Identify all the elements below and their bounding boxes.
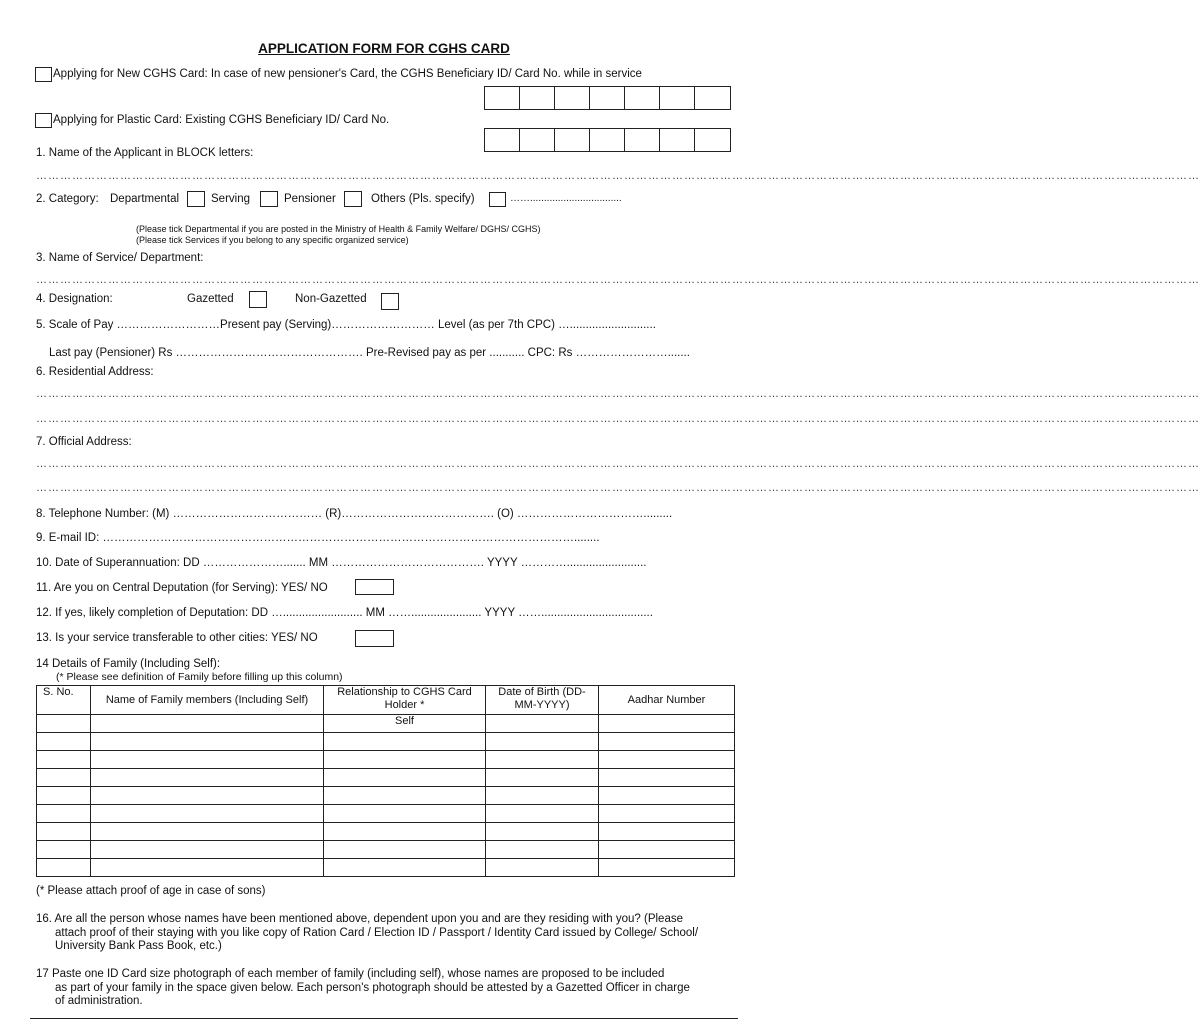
cell-sno[interactable] [37,805,91,823]
q14-note: (* Please see definition of Family before filling up this column) [56,671,343,683]
q12-deputation-completion[interactable]: 12. If yes, likely completion of Deputation: DD …......................... MM ……...................... YYYY ……................................... [36,607,653,619]
cell-sno[interactable] [37,787,91,805]
cell-member-name[interactable] [91,859,324,877]
q7-address-line-1[interactable]: ………………………………………………………………………………………………………………………………………………………………………………………………………………………………………………………………… [36,458,1200,470]
col-header-dob: Date of Birth (DD-MM-YYYY) [486,686,599,715]
cell-aadhar[interactable] [599,751,735,769]
category-departmental-label: Departmental [110,193,180,205]
cell-aadhar[interactable] [599,787,735,805]
family-table-row [37,733,735,751]
category-note-services: (Please tick Services if you belong to any specific organized service) [136,235,409,245]
family-table-header-row [37,686,735,715]
cell-dob[interactable] [486,841,599,859]
q17-line-3: of administration. [55,995,143,1007]
q8-telephone[interactable]: 8. Telephone Number: (M) ………………………………… (R)…………………………………. (O) ……………………………......... [36,508,673,520]
cell-relationship[interactable] [324,787,486,805]
q10-superannuation-date[interactable]: 10. Date of Superannuation: DD …………………....... MM …………………………………. YYYY …………......................... [36,557,647,569]
q4-label: 4. Designation: [36,293,113,305]
cell-sno[interactable] [37,715,91,733]
q17-paragraph [36,968,736,1009]
q7-address-line-2[interactable]: ………………………………………………………………………………………………………………………………………………………………………………………………………………………………………………………………… [36,482,1200,494]
cell-member-name[interactable] [91,715,324,733]
designation-gazetted-checkbox[interactable] [249,291,267,308]
q6-address-line-1[interactable]: ………………………………………………………………………………………………………………………………………………………………………………………………………………………………………………………………… [36,388,1200,400]
new-card-label: Applying for New CGHS Card: In case of new pensioner's Card, the CGHS Beneficiary ID/ Card No. while in service [53,68,642,80]
family-table-row [37,715,735,733]
cell-aadhar[interactable] [599,859,735,877]
cell-aadhar[interactable] [599,841,735,859]
cell-aadhar[interactable] [599,715,735,733]
q2-label: 2. Category: [36,193,99,205]
cell-sno[interactable] [37,769,91,787]
category-serving-checkbox[interactable] [260,191,278,207]
cell-relationship[interactable] [324,805,486,823]
q14-label: 14 Details of Family (Including Self): [36,658,221,670]
cell-aadhar[interactable] [599,823,735,841]
category-serving-label: Serving [211,193,250,205]
q1-label: 1. Name of the Applicant in BLOCK letters: [36,147,254,159]
q16-line-3: University Bank Pass Book, etc.) [55,940,222,952]
q13-transferable-label: 13. Is your service transferable to other cities: YES/ NO [36,632,318,644]
cell-member-name[interactable] [91,823,324,841]
col-header-aadhar: Aadhar Number [599,686,735,715]
category-others-label: Others (Pls. specify) [371,193,475,205]
form-title: APPLICATION FORM FOR CGHS CARD [258,41,510,56]
col-header-relationship: Relationship to CGHS Card Holder * [324,686,486,715]
cell-aadhar[interactable] [599,733,735,751]
q11-deputation-label: 11. Are you on Central Deputation (for Serving): YES/ NO [36,582,328,594]
photo-area-top-border [30,1018,738,1019]
q16-line-2: attach proof of their staying with you like copy of Ration Card / Election ID / Passport / Identity Card issued by College/ School/ [55,926,699,939]
q5-scale-of-pay[interactable]: 5. Scale of Pay ………………………Present pay (Serving)……………………… Level (as per 7th CPC) …........................... [36,319,656,331]
family-table-row [37,751,735,769]
cell-dob[interactable] [486,859,599,877]
q16-line-1: 16. Are all the person whose names have been mentioned above, dependent upon you and are they residing with you? (Please [36,913,683,925]
cell-dob[interactable] [486,715,599,733]
family-table-row [37,787,735,805]
designation-gazetted-label: Gazetted [187,293,234,305]
q1-name-line[interactable]: ………………………………………………………………………………………………………………………………………………………………………………………………………………………………………………………………… [36,170,1200,182]
cell-aadhar[interactable] [599,805,735,823]
cell-member-name[interactable] [91,841,324,859]
cell-sno[interactable] [37,733,91,751]
family-table-row [37,859,735,877]
q7-label: 7. Official Address: [36,436,132,448]
cell-dob[interactable] [486,787,599,805]
proof-of-age-note: (* Please attach proof of age in case of sons) [36,885,266,897]
cell-member-name[interactable] [91,751,324,769]
new-card-checkbox[interactable] [35,67,52,82]
cell-dob[interactable] [486,751,599,769]
family-details-table [36,685,735,877]
plastic-card-checkbox[interactable] [35,113,52,128]
col-header-name: Name of Family members (Including Self) [91,686,324,715]
family-table-row [37,841,735,859]
cell-sno[interactable] [37,823,91,841]
q6-address-line-2[interactable]: ………………………………………………………………………………………………………………………………………………………………………………………………………………………………………………………………… [36,413,1200,425]
q3-service-line[interactable]: ………………………………………………………………………………………………………………………………………………………………………………………………………………………………………………………………… [36,274,1200,286]
cell-dob[interactable] [486,805,599,823]
q17-line-2: as part of your family in the space given below. Each person's photograph should be attested by a Gazetted Officer in charge [55,981,690,994]
category-pensioner-label: Pensioner [284,193,336,205]
cell-relationship[interactable] [324,823,486,841]
q16-paragraph [36,913,736,954]
category-pensioner-checkbox[interactable] [344,191,362,207]
category-note-departmental: (Please tick Departmental if you are posted in the Ministry of Health & Family Welfare/ DGHS/ CGHS) [136,224,541,234]
q3-label: 3. Name of Service/ Department: [36,252,204,264]
beneficiary-id-boxes-plastic[interactable] [484,128,731,152]
cell-member-name[interactable] [91,805,324,823]
cell-sno[interactable] [37,841,91,859]
q11-deputation-box[interactable] [355,579,394,595]
cell-sno[interactable] [37,751,91,769]
q9-email[interactable]: 9. E-mail ID: ……………………………………………………………………………………………………………........ [36,532,600,544]
cell-dob[interactable] [486,769,599,787]
beneficiary-id-boxes-new[interactable] [484,86,731,110]
q13-transferable-box[interactable] [355,630,394,647]
category-others-checkbox[interactable] [489,192,506,207]
cell-aadhar[interactable] [599,769,735,787]
q17-line-1: 17 Paste one ID Card size photograph of each member of family (including self), whose names are proposed to be included [36,968,665,980]
category-departmental-checkbox[interactable] [187,191,205,207]
cell-relationship[interactable] [324,769,486,787]
family-table-row [37,823,735,841]
cell-sno[interactable] [37,859,91,877]
q5-last-pay[interactable]: Last pay (Pensioner) Rs …………………………………………. Pre-Revised pay as per ........... CPC: Rs ……………………....... [49,347,690,359]
cell-relationship[interactable]: Self [324,715,486,733]
family-table-row [37,805,735,823]
cell-relationship[interactable] [324,841,486,859]
cell-member-name[interactable] [91,733,324,751]
cell-member-name[interactable] [91,769,324,787]
cell-dob[interactable] [486,823,599,841]
designation-non-gazetted-label: Non-Gazetted [295,293,367,305]
cell-member-name[interactable] [91,787,324,805]
col-header-sno: S. No. [37,686,91,715]
family-table-row [37,769,735,787]
cell-dob[interactable] [486,733,599,751]
plastic-card-label: Applying for Plastic Card: Existing CGHS Beneficiary ID/ Card No. [53,114,390,126]
q6-label: 6. Residential Address: [36,366,154,378]
designation-non-gazetted-checkbox[interactable] [381,293,399,310]
cell-relationship[interactable] [324,859,486,877]
cell-relationship[interactable] [324,751,486,769]
category-others-specify-line[interactable]: ……................................. [510,193,622,204]
cell-relationship[interactable] [324,733,486,751]
